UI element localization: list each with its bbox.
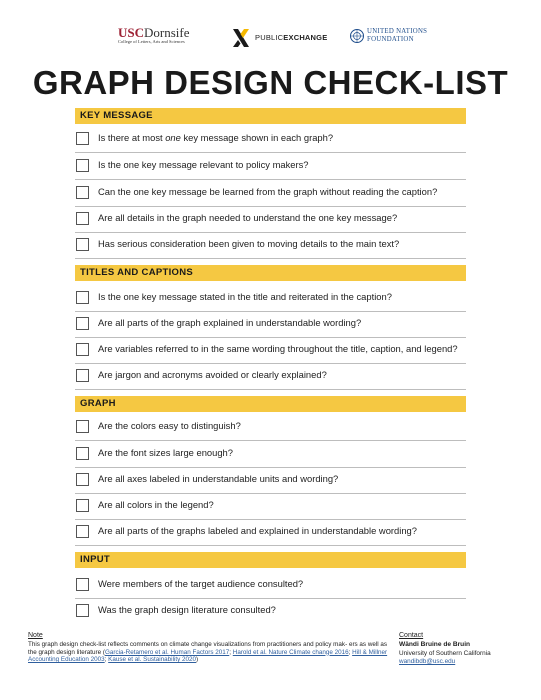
checklist-item[interactable] xyxy=(75,494,466,520)
public-exchange-x-logo-icon xyxy=(230,27,252,49)
contact-block xyxy=(399,631,529,667)
checkbox[interactable] xyxy=(76,212,89,225)
row-divider xyxy=(75,258,466,259)
checkbox[interactable] xyxy=(76,420,89,433)
reference-link[interactable]: Harold et al. Nature Climate change 2016 xyxy=(232,648,349,656)
checklist-item[interactable] xyxy=(75,520,466,546)
checklist-item[interactable] xyxy=(75,181,466,207)
checklist-item[interactable] xyxy=(75,599,466,625)
checkbox[interactable] xyxy=(76,132,89,145)
section-header-titles-and-captions: TITLES AND CAPTIONS xyxy=(75,265,466,281)
checklist-item[interactable] xyxy=(75,154,466,180)
checkbox[interactable] xyxy=(76,473,89,486)
row-divider xyxy=(75,152,466,153)
row-divider xyxy=(75,389,466,390)
row-divider xyxy=(75,440,466,441)
question-text: Are all parts of the graph explained in understandable wording? xyxy=(98,317,362,328)
question-text: Are the colors easy to distinguish? xyxy=(98,420,241,431)
un-foundation-logo xyxy=(349,26,429,48)
question-text: Are variables referred to in the same wording throughout the title, caption, and legend? xyxy=(98,343,458,354)
question-text: Are all parts of the graphs labeled and explained in understandable wording? xyxy=(98,525,417,536)
contact-name: Wändi Bruine de Bruin xyxy=(399,641,471,648)
page-title: GRAPH DESIGN CHECK-LIST xyxy=(32,64,509,101)
pe-word-public: PUBLIC xyxy=(255,33,284,42)
logo-bar xyxy=(0,26,541,54)
row-divider xyxy=(75,545,466,546)
emphasis-one: one xyxy=(165,132,181,143)
question-text: Has serious consideration been given to moving details to the main text? xyxy=(98,238,400,249)
row-divider xyxy=(75,179,466,180)
checklist-item[interactable] xyxy=(75,233,466,259)
checklist-item[interactable] xyxy=(75,286,466,312)
usc-dornsife-logo xyxy=(118,26,228,45)
question-text: Is the one key message relevant to policy makers? xyxy=(98,159,309,170)
checkbox[interactable] xyxy=(76,447,89,460)
note-heading: Note xyxy=(28,632,43,639)
checkbox[interactable] xyxy=(76,291,89,304)
checkbox[interactable] xyxy=(76,317,89,330)
note-text: This graph design check-list reflects comments on climate change visualizations from practitioners and policy mak- ers as well as the graph design literature (Garcia-Retamero et al. Human Factors 2017; Harold et al. Nature Climate change 2016; Hill & Millner Accounting Education 2003; Kause et al. Sustainability 2020) xyxy=(28,641,388,663)
checklist-item[interactable] xyxy=(75,312,466,338)
checklist-item[interactable] xyxy=(75,415,466,441)
section-header-input: INPUT xyxy=(75,552,466,568)
checkbox[interactable] xyxy=(76,525,89,538)
pe-word-exchange: EXCHANGE xyxy=(283,33,328,42)
checklist-item[interactable] xyxy=(75,573,466,599)
checkbox[interactable] xyxy=(76,578,89,591)
question-text: Are jargon and acronyms avoided or clearly explained? xyxy=(98,369,327,380)
un-line-2: FOUNDATION xyxy=(367,36,414,43)
reference-link[interactable]: Hill & Millner Accounting Education 2003 xyxy=(28,648,388,663)
checkbox[interactable] xyxy=(76,159,89,172)
checkbox[interactable] xyxy=(76,238,89,251)
note-block xyxy=(28,631,390,664)
question-text: Are all details in the graph needed to understand the one key message? xyxy=(98,212,398,223)
checkbox[interactable] xyxy=(76,604,89,617)
checklist-item[interactable] xyxy=(75,338,466,364)
question-text: Is the one key message stated in the title and reiterated in the caption? xyxy=(98,291,392,302)
question-text: Were members of the target audience consulted? xyxy=(98,578,304,589)
section-header-graph: GRAPH xyxy=(75,396,466,412)
checkbox[interactable] xyxy=(76,499,89,512)
checkbox[interactable] xyxy=(76,369,89,382)
checklist-item[interactable] xyxy=(75,442,466,468)
section-header-key-message: KEY MESSAGE xyxy=(75,108,466,124)
checklist-item[interactable]: Is there at most one key message shown in each graph? xyxy=(75,127,466,153)
un-globe-emblem-icon xyxy=(349,28,365,44)
usc-wordmark: USC xyxy=(118,25,145,40)
checklist-item[interactable] xyxy=(75,468,466,494)
question-text: Are all axes labeled in understandable units and wording? xyxy=(98,473,339,484)
un-line-1: UNITED NATIONS xyxy=(367,28,428,35)
question-text: Are all colors in the legend? xyxy=(98,499,214,510)
checklist-item[interactable] xyxy=(75,364,466,390)
contact-email-link[interactable]: wandibdb@usc.edu xyxy=(399,658,456,665)
contact-organization: University of Southern California xyxy=(399,649,491,657)
question-text: Can the one key message be learned from the graph without reading the caption? xyxy=(98,186,438,197)
reference-link[interactable]: Kause et al. Sustainability 2020 xyxy=(108,656,197,663)
public-exchange-logo xyxy=(230,27,330,49)
contact-heading: Contact xyxy=(399,632,424,639)
checkbox[interactable] xyxy=(76,343,89,356)
question-text: Are the font sizes large enough? xyxy=(98,447,233,458)
usc-subtitle: College of Letters, Arts and Sciences xyxy=(118,39,185,44)
reference-link[interactable]: Garcia-Retamero et al. Human Factors 2017 xyxy=(105,648,230,656)
checkbox[interactable] xyxy=(76,186,89,199)
dornsife-wordmark: Dornsife xyxy=(144,25,190,40)
checklist-item[interactable] xyxy=(75,207,466,233)
question-text: Was the graph design literature consulted? xyxy=(98,604,276,615)
